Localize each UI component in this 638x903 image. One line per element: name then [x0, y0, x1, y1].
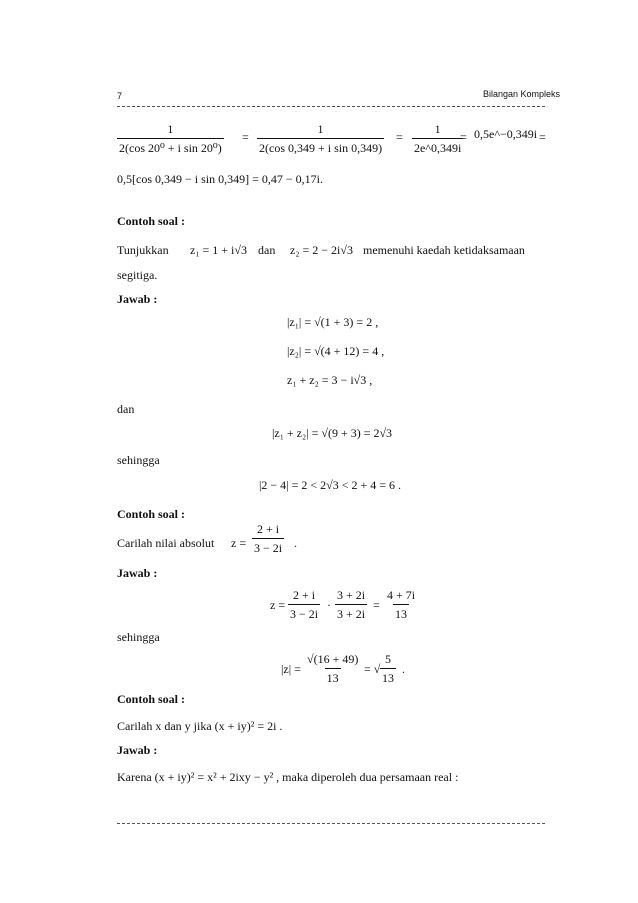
- footer-rule: [117, 823, 545, 824]
- ex2-abs-num2: 5: [385, 652, 391, 666]
- ex2-answer-den2: 3 + 2i: [335, 604, 367, 622]
- ex1-line-2: |z₂| = √(4 + 12) = 4 ,: [287, 344, 385, 358]
- eq1-equals-3: =: [460, 130, 467, 144]
- ex1-line-5: |2 − 4| = 2 < 2√3 < 2 + 4 = 6 .: [259, 478, 401, 492]
- ex2-z-lhs: z =: [231, 536, 247, 550]
- ex2-answer-num3: 4 + 7i: [387, 588, 416, 602]
- eq1-frac2-num: 1: [317, 122, 324, 136]
- ex1-problem-b: memenuhi kaedah ketidaksamaan: [363, 243, 525, 257]
- ex2-abs-den1: 13: [325, 668, 341, 686]
- ex1-heading: Contoh soal :: [117, 214, 186, 228]
- page-number: 7: [117, 91, 123, 101]
- eq1-equals-1: =: [242, 130, 249, 144]
- ex2-answer-num1: 2 + i: [293, 588, 316, 602]
- ex2-abs-period: .: [402, 662, 405, 676]
- ex1-z2: z₂ = 2 − 2i√3: [290, 243, 353, 257]
- eq1-frac3-num: 1: [434, 122, 441, 136]
- eq1-frac1-num: 1: [167, 122, 174, 136]
- ex2-answer-frac1: [288, 588, 320, 622]
- ex2-z-den: 3 − 2i: [252, 538, 284, 556]
- ex2-abs-frac1: [303, 652, 362, 686]
- ex3-problem: Carilah x dan y jika (x + iy)² = 2i .: [117, 719, 283, 733]
- ex1-line-4: |z₁ + z₂| = √(9 + 3) = 2√3: [272, 426, 393, 440]
- ex2-abs-frac2: [380, 652, 396, 686]
- ex2-answer-num2: 3 + 2i: [337, 588, 366, 602]
- eq1-fraction-2: [257, 122, 384, 156]
- ex1-answer-heading: Jawab :: [117, 292, 158, 306]
- ex3-line: Karena (x + iy)² = x² + 2ixy − y² , maka diperoleh dua persamaan real :: [117, 770, 459, 784]
- running-title: Bilangan Kompleks: [482, 89, 560, 99]
- ex2-answer-den1: 3 − 2i: [288, 604, 320, 622]
- eq1-fraction-1: [117, 122, 224, 156]
- ex1-sehingga: sehingga: [117, 453, 160, 467]
- eq1-frac1-den: 2(cos 20⁰ + i sin 20⁰): [117, 138, 224, 156]
- eq1-frac2-den: 2(cos 0,349 + i sin 0,349): [257, 138, 384, 156]
- eq1-equals-4: =: [539, 130, 546, 144]
- ex1-problem-c: segitiga.: [117, 268, 158, 282]
- eq1-fraction-3: [412, 122, 463, 156]
- eq1-rhs: 0,5e^−0,349i: [474, 127, 538, 141]
- eq1-frac3-den: 2e^0,349i: [412, 138, 463, 156]
- ex1-z1: z₁ = 1 + i√3: [190, 243, 247, 257]
- ex2-sehingga: sehingga: [117, 630, 160, 644]
- ex2-abs-lhs: |z| =: [281, 662, 301, 676]
- ex1-dan-2: dan: [117, 402, 135, 416]
- ex1-problem-a: Tunjukkan: [117, 243, 169, 257]
- ex2-heading: Contoh soal :: [117, 507, 186, 521]
- ex2-answer-dot: ·: [327, 598, 331, 612]
- ex2-answer-heading: Jawab :: [117, 566, 158, 580]
- ex2-answer-lhs: z =: [270, 598, 286, 612]
- ex1-dan: dan: [258, 243, 276, 257]
- eq1-equals-2: =: [396, 130, 403, 144]
- ex1-line-3: z₁ + z₂ = 3 − i√3 ,: [287, 373, 373, 387]
- ex2-z-fraction: [252, 522, 284, 556]
- ex2-abs-equals: = √: [364, 662, 381, 676]
- ex2-answer-equals: =: [373, 598, 380, 612]
- ex3-heading: Contoh soal :: [117, 692, 186, 706]
- ex1-line-1: |z₁| = √(1 + 3) = 2 ,: [287, 315, 379, 329]
- ex2-answer-frac2: [333, 588, 369, 622]
- ex2-z-period: .: [294, 536, 297, 550]
- ex3-answer-heading: Jawab :: [117, 743, 158, 757]
- ex2-answer-den3: 13: [393, 604, 409, 622]
- header-rule: [117, 106, 545, 107]
- ex2-problem: Carilah nilai absolut: [117, 536, 215, 550]
- eq1-line-2: 0,5[cos 0,349 − i sin 0,349] = 0,47 − 0,17i.: [117, 172, 323, 186]
- ex2-answer-frac3: [383, 588, 419, 622]
- ex2-abs-num1: √(16 + 49): [307, 652, 359, 666]
- ex2-z-num: 2 + i: [257, 522, 280, 536]
- ex2-abs-den2: 13: [380, 668, 396, 686]
